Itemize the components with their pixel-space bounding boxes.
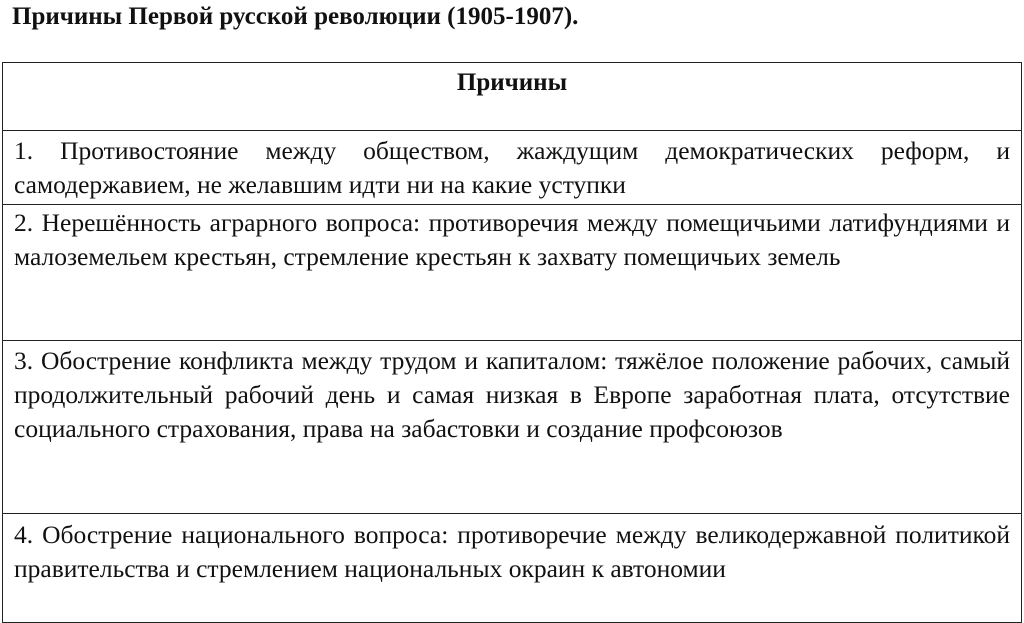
cause-cell-4: 4. Обострение национального вопроса: противоречие между великодержавной политикой правительства и стремлением национальных окраин к автономии bbox=[3, 514, 1022, 623]
cause-cell-1: 1. Противостояние между обществом, жаждущим демократических реформ, и самодержавием, не желавшим идти ни на какие уступки bbox=[3, 131, 1022, 205]
table-row bbox=[3, 131, 1022, 205]
table-row bbox=[3, 341, 1022, 514]
cause-cell-2: 2. Нерешённость аграрного вопроса: противоречия между помещичьими латифундиями и малоземельем крестьян, стремление крестьян к захвату помещичьих земель bbox=[3, 205, 1022, 341]
causes-table bbox=[2, 62, 1022, 623]
table-row bbox=[3, 205, 1022, 341]
table-row bbox=[3, 514, 1022, 623]
column-header-causes: Причины bbox=[3, 63, 1022, 131]
table-header-row bbox=[3, 63, 1022, 131]
document-title: Причины Первой русской революции (1905-1907). bbox=[12, 3, 579, 30]
cause-cell-3: 3. Обострение конфликта между трудом и капиталом: тяжёлое положение рабочих, самый продолжительный рабочий день и самая низкая в Европе заработная плата, отсутствие социального страхования, права на забастовки и создание профсоюзов bbox=[3, 341, 1022, 514]
